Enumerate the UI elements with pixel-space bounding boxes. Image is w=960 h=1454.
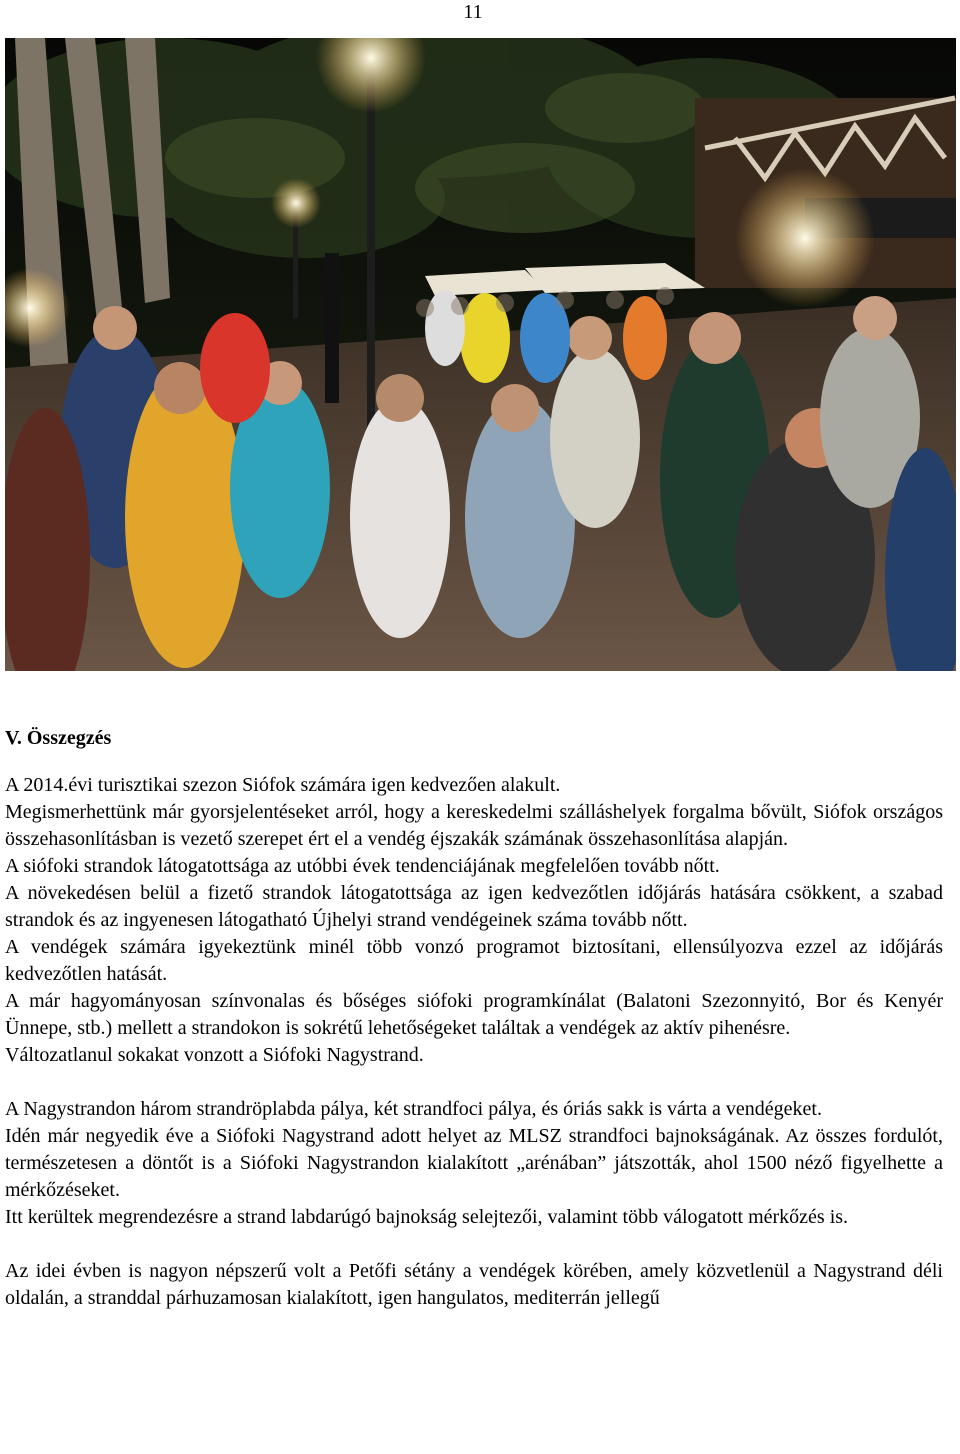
page-number: 11 <box>463 1 483 23</box>
paragraph: A 2014.évi turisztikai szezon Siófok számára igen kedvezően alakult. <box>5 774 561 796</box>
paragraph: A növekedésen belül a fizető strandok látogatottsága az igen kedvezőtlen időjárás hatására csökkent, a szabad strandok és az ingyenesen látogatható Újhelyi strand vendégeinek száma tovább nőtt. <box>5 882 943 931</box>
document-body <box>5 724 943 1312</box>
paragraph: A már hagyományosan színvonalas és bőséges siófoki programkínálat (Balatoni Szezonnyitó, Bor és Kenyér Ünnepe, stb.) mellett a strandokon is sokrétű lehetőségeket találtak a vendégek az aktív pihenésre. <box>5 990 943 1039</box>
paragraph: Megismerhettünk már gyorsjelentéseket arról, hogy a kereskedelmi szálláshelyek forgalma bővült, Siófok országos összehasonlításban is vezető szerepet ért el a vendég éjszakák számának összehasonlítása alapján. <box>5 801 943 850</box>
paragraph: A siófoki strandok látogatottsága az utóbbi évek tendenciájának megfelelően tovább nőtt. <box>5 855 720 877</box>
photo-night-promenade <box>5 38 956 671</box>
paragraph: Változatlanul sokakat vonzott a Siófoki Nagystrand. <box>5 1044 424 1066</box>
promenade-crowd-illustration <box>5 38 956 671</box>
spacer <box>5 1231 943 1258</box>
spacer <box>5 752 943 772</box>
section-heading: V. Összegzés <box>5 727 112 749</box>
paragraph: A Nagystrandon három strandröplabda pálya, két strandfoci pálya, és óriás sakk is várta a vendégeket. <box>5 1098 822 1120</box>
spacer <box>5 1069 943 1096</box>
paragraph: A vendégek számára igyekeztünk minél több vonzó programot biztosítani, ellensúlyozva ezzel az időjárás kedvezőtlen hatását. <box>5 936 943 985</box>
paragraph: Itt kerültek megrendezésre a strand labdarúgó bajnokság selejtezői, valamint több válogatott mérkőzés is. <box>5 1206 849 1228</box>
paragraph: Idén már negyedik éve a Siófoki Nagystrand adott helyet az MLSZ strandfoci bajnokságának. Az összes fordulót, természetesen a döntőt is a Siófoki Nagystrandon kialakított „arénában” játszották, ahol 1500 néző figyelhette a mérkőzéseket. <box>5 1125 943 1201</box>
paragraph: Az idei évben is nagyon népszerű volt a Petőfi sétány a vendégek körében, amely közvetlenül a Nagystrand déli oldalán, a stranddal párhuzamosan kialakított, igen hangulatos, mediterrán jellegű <box>5 1260 943 1309</box>
